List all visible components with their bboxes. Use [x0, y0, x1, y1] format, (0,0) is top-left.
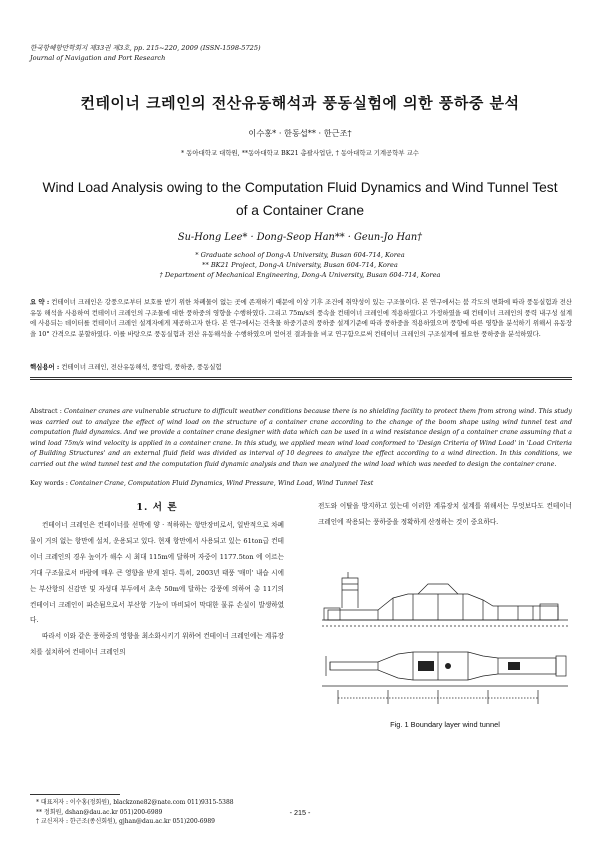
- affiliation-en-1: * Graduate school of Dong-A University, Busan 604-714, Korea: [195, 251, 405, 259]
- journal-header-ko: 한국항해항만학회지 제33권 제3호, pp. 215~220, 2009 (ISSN-1598-5725): [30, 44, 261, 52]
- keywords-ko-label: 핵심용어 :: [30, 363, 60, 371]
- affiliations-ko: * 동아대학교 대학원, **동아대학교 BK21 총괄사업단, † 동아대학교 기계공학부 교수: [181, 149, 419, 157]
- page-number: - 215 -: [289, 808, 311, 817]
- footnote-2: ** 정회원, dshan@dau.ac.kr 051)200-6989: [36, 808, 163, 816]
- abstract-ko: [30, 297, 572, 339]
- abstract-ko-label: 요 약 :: [30, 298, 50, 306]
- section-1-paragraph-2: 따라서 이와 같은 풍하중의 영향을 최소화시키기 위하여 컨테이너 크레인에는 계류장치를 설치하여 컨테이너 크레인의: [30, 632, 284, 657]
- paper-title-ko: 컨테이너 크레인의 전산유동해석과 풍동실험에 의한 풍하중 분석: [80, 94, 520, 112]
- journal-header-en: Journal of Navigation and Port Research: [30, 54, 166, 62]
- affiliations-en: [0, 250, 600, 280]
- affiliation-en-3: † Department of Mechanical Engineering, Dong-A University, Busan 604-714, Korea: [159, 271, 441, 279]
- footnote-1: * 대표저자 : 이수홍(정회원), blackzone82@nate.com 011)9315-5388: [36, 799, 234, 806]
- paper-title-en: Wind Load Analysis owing to the Computation Fluid Dynamics and Wind Tunnel Test of a Container Crane: [42, 180, 558, 218]
- section-1-title: 1. 서 론: [136, 502, 178, 513]
- authors-ko: 이수홍* · 한동섭** · 한근조†: [248, 128, 352, 138]
- wind-tunnel-svg: [318, 566, 572, 714]
- abstract-en: [30, 406, 572, 470]
- section-1-paragraph-1: 컨테이너 크레인은 컨테이너를 선박에 양 · 적하하는 항만장비로서, 일반적으로 차폐물이 거의 없는 항만에 설치, 운용되고 있다. 현재 항만에서 사용되고 있는 61ton급 컨테이너 크레인의 경우 높이가 해수 시 최대 115m에 달하며 자중이 1177.5ton 에 이르는 거대 구조물로서 바람에 매우 큰 영향을 받게 된다. 특히, 2003년 태풍 '매미' 내습 시에는 부산항의 신감만 및 자성대 부두에서 초속 50m에 달하는 강풍에 의하여 총 11기의 컨테이너 크레인이 파손됨으로서 부산항 기능이 마비되어 막대한 물류 손실이 발생하였다.: [30, 521, 284, 625]
- abstract-en-text: Container cranes are vulnerable structure to difficult weather conditions because there is no shielding facility to protect them from strong wind. This study was carried out to analyze the effect of wind load on the structure of a container crane according to the change of the boom shape using wind tunnel test and computation fluid dynamics. And we provide a container crane designer with data which can be used in a wind resistance design of a container crane assuming that a wind load 75m/s wind velocity is applied in a container crane. In this study, we applied mean wind load conformed to 'Design Criteria of Wind Load' in 'Load Criteria of Building Structures' and an external fluid field was divided as interval of 10 degrees to analyze the effect according to a wind direction. In this conditions, we carried out the wind tunnel test and the computation fluid dynamic analysis and than we analyzed the wind load which was needed to design the container crane.: [30, 407, 572, 468]
- keywords-en-text: Container Crane, Computation Fluid Dynamics, Wind Pressure, Wind Load, Wind Tunnel Test: [70, 479, 374, 487]
- footnote-3: † 교신저자 : 한근조(종신회원), gjhan@dau.ac.kr 051)200-6989: [36, 818, 215, 825]
- section-1-left-column: [30, 518, 284, 661]
- keywords-ko: [30, 362, 572, 371]
- abstract-ko-text: 컨테이너 크레인은 강풍으로부터 보호를 받기 위한 차폐물이 없는 곳에 존재하기 때문에 이상 기후 조건에 취약성이 있는 구조물이다. 본 연구에서는 붐 각도의 변화에 따라 풍동실험과 전산유동 해석을 사용하여 컨테이너 크레인의 구조물에 대한 풍하중의 영향을 수행하였다. 그리고 75m/s의 풍속을 컨테이너 크레인에 적용하였다고 가정하였을 때 컨테이너 크레인의 풍력 내구성 설계에 사용되는 데이터를 컨테이너 크레인 설계자에게 제공하고자 한다. 본 연구에서는 건축물 하중기준의 풍하중 설계기준에 따라 풍하중을 적용하였으며 풍향에 따른 영향을 분석하기 위해서 유동장을 10° 간격으로 분할하였다. 이를 바탕으로 풍동실험과 전산 유동해석을 수행하였으며 얻어진 결과들을 비교 연구함으로써 컨테이너 크레인의 구조설계에 필요한 풍하중을 분석하였다.: [30, 298, 572, 338]
- section-1-right-column: [318, 499, 572, 531]
- keywords-en-label: Key words :: [30, 479, 68, 487]
- figure-1-wind-tunnel-drawing: [318, 566, 572, 714]
- affiliation-en-2: ** BK21 Project, Dong-A University, Busan 604-714, Korea: [202, 261, 398, 269]
- divider-rule-1: [30, 377, 572, 378]
- authors-en: Su-Hong Lee* · Dong-Seop Han** · Geun-Jo Han†: [177, 232, 423, 243]
- journal-header: [30, 43, 261, 63]
- keywords-ko-text: 컨테이너 크레인, 전산유동해석, 풍압력, 풍하중, 풍동실험: [61, 363, 222, 371]
- figure-1-caption: Fig. 1 Boundary layer wind tunnel: [390, 720, 500, 729]
- abstract-en-label: Abstract :: [30, 407, 62, 415]
- footnote-rule: [30, 794, 120, 795]
- divider-rule-2: [30, 379, 572, 380]
- keywords-en: [30, 479, 572, 487]
- section-1-continued-text: 전도와 이탈을 방지하고 있는데 이러한 계류장치 설계를 위해서는 무엇보다도 컨테이너 크레인에 작용되는 풍하중을 정확하게 산정하는 것이 중요하다.: [318, 502, 572, 526]
